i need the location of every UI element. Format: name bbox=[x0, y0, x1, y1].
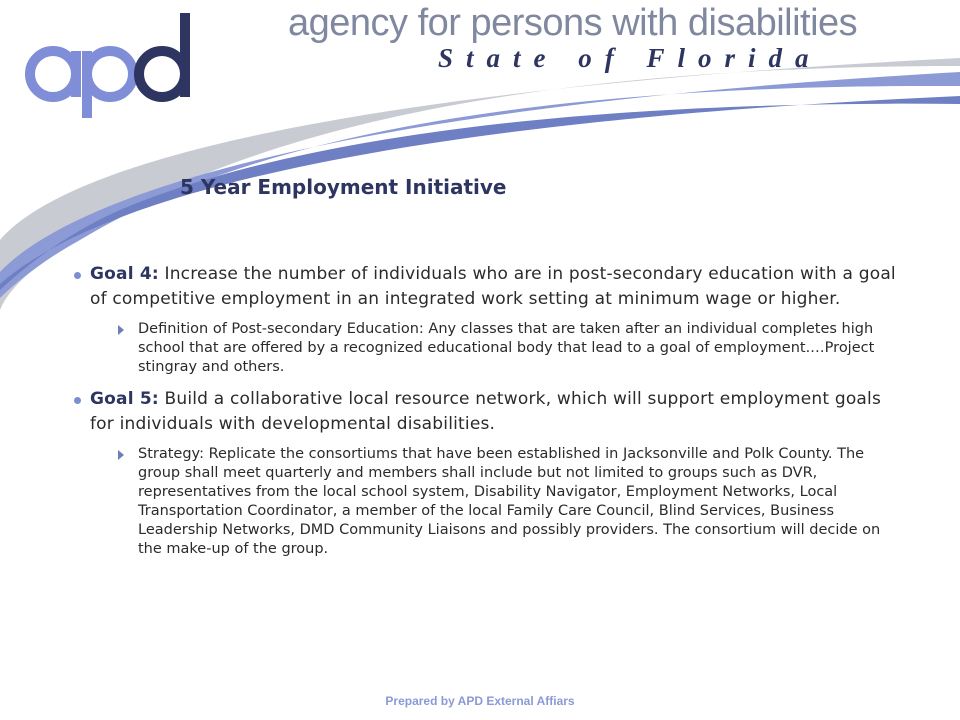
goal-5-body: Build a collaborative local resource network, which will support employment goals for individuals with developmental disabilities. bbox=[90, 389, 882, 434]
logo-text: apd bbox=[22, 8, 24, 9]
goal-4-subitem bbox=[66, 320, 906, 377]
goal-5-label: Goal 5: bbox=[90, 389, 159, 409]
goal-4-body: Increase the number of individuals who are in post-secondary education with a goal of competitive employment in an integrated work setting at minimum wage or higher. bbox=[90, 264, 896, 309]
goal-4-item bbox=[66, 262, 906, 312]
footer-credit: Prepared by APD External Affiars bbox=[385, 694, 575, 708]
goal-4-label: Goal 4: bbox=[90, 264, 159, 284]
slide-title: 5 Year Employment Initiative bbox=[180, 175, 507, 199]
arrow-right-icon bbox=[118, 450, 124, 460]
agency-state: State of Florida bbox=[438, 43, 822, 73]
goal-5-text bbox=[90, 387, 906, 437]
bullet-dot-icon bbox=[74, 272, 81, 279]
goal-5-subitem bbox=[66, 445, 906, 559]
goal-4-text bbox=[90, 262, 906, 312]
bullet-dot-icon bbox=[74, 397, 81, 404]
apd-logo bbox=[22, 8, 202, 123]
goal-4-definition: Definition of Post-secondary Education: Any classes that are taken after an individual completes high school that are offered by a recognized educational body that lead to a goal of employment.…Project stingray and others. bbox=[138, 321, 875, 375]
goal-5-strategy: Strategy: Replicate the consortiums that have been established in Jacksonville and Polk County. The group shall meet quarterly and members shall include but not limited to groups such as DVR, representatives from the local school system, Disability Navigator, Employment Networks, Local Transportation Coordinator, a member of the local Family Care Council, Blind Services, Business Leadership Networks, DMD Community Liaisons and possibly providers. The consortium will decide on the make-up of the group. bbox=[138, 446, 881, 557]
goals-list bbox=[66, 262, 906, 569]
arrow-right-icon bbox=[118, 325, 124, 335]
agency-name: agency for persons with disabilities bbox=[288, 2, 858, 44]
goal-5-item bbox=[66, 387, 906, 437]
